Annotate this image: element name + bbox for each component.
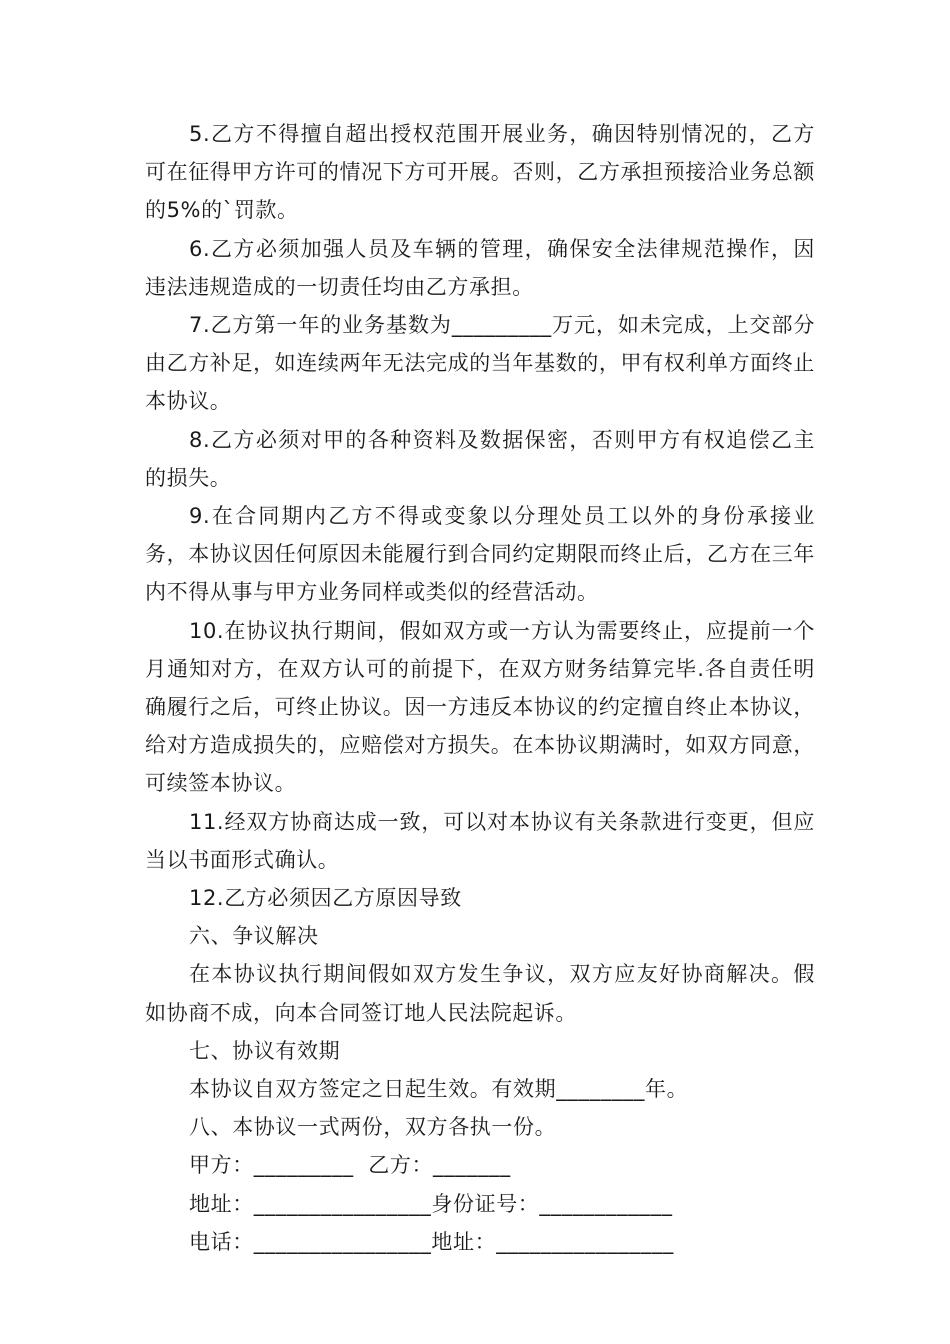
signature-parties-line: 甲方：_________ 乙方：_______	[189, 1153, 511, 1178]
clause-9: 9.在合同期内乙方不得或变象以分理处员工以外的身份承接业务，本协议因任何原因未能履行到合同约定期限而终止后，乙方在三年内不得从事与甲方业务同样或类似的经营活动。	[145, 504, 815, 605]
clause-7: 7.乙方第一年的业务基数为_________万元，如未完成，上交部分由乙方补足，如连续两年无法完成的当年基数的，甲有权利单方面终止本协议。	[145, 313, 815, 414]
validity-text: 本协议自双方签定之日起生效。有效期________年。	[189, 1077, 689, 1102]
clause-6: 6.乙方必须加强人员及车辆的管理，确保安全法律规范操作，因违法违规造成的一切责任均由乙方承担。	[145, 236, 815, 299]
signature-address-id-line: 地址：________________身份证号：____________	[189, 1191, 673, 1216]
section-heading-dispute: 六、争议解决	[189, 924, 319, 949]
dispute-text: 在本协议执行期间假如双方发生争议，双方应友好协商解决。假如协商不成，向本合同签订地人民法院起诉。	[145, 962, 815, 1025]
clause-10: 10.在协议执行期间，假如双方或一方认为需要终止，应提前一个月通知对方，在双方认可的前提下，在双方财务结算完毕.各自责任明确履行之后，可终止协议。因一方违反本协议的约定擅自终止本协议，给对方造成损失的，应赔偿对方损失。在本协议期满时，如双方同意，可续签本协议。	[145, 618, 815, 796]
copies-clause: 八、本协议一式两份，双方各执一份。	[189, 1115, 557, 1140]
clause-5: 5.乙方不得擅自超出授权范围开展业务，确因特别情况的，乙方可在征得甲方许可的情况下方可开展。否则，乙方承担预接洽业务总额的5%的`罚款。	[145, 122, 815, 223]
clause-8: 8.乙方必须对甲的各种资料及数据保密，否则甲方有权追偿乙主的损失。	[145, 427, 815, 490]
signature-phone-address-line: 电话：________________地址：________________	[189, 1229, 674, 1254]
section-heading-validity: 七、协议有效期	[189, 1038, 341, 1063]
clause-11: 11.经双方协商达成一致，可以对本协议有关条款进行变更，但应当以书面形式确认。	[145, 809, 815, 872]
clause-12: 12.乙方必须因乙方原因导致	[189, 886, 462, 911]
document-body	[145, 115, 815, 1261]
